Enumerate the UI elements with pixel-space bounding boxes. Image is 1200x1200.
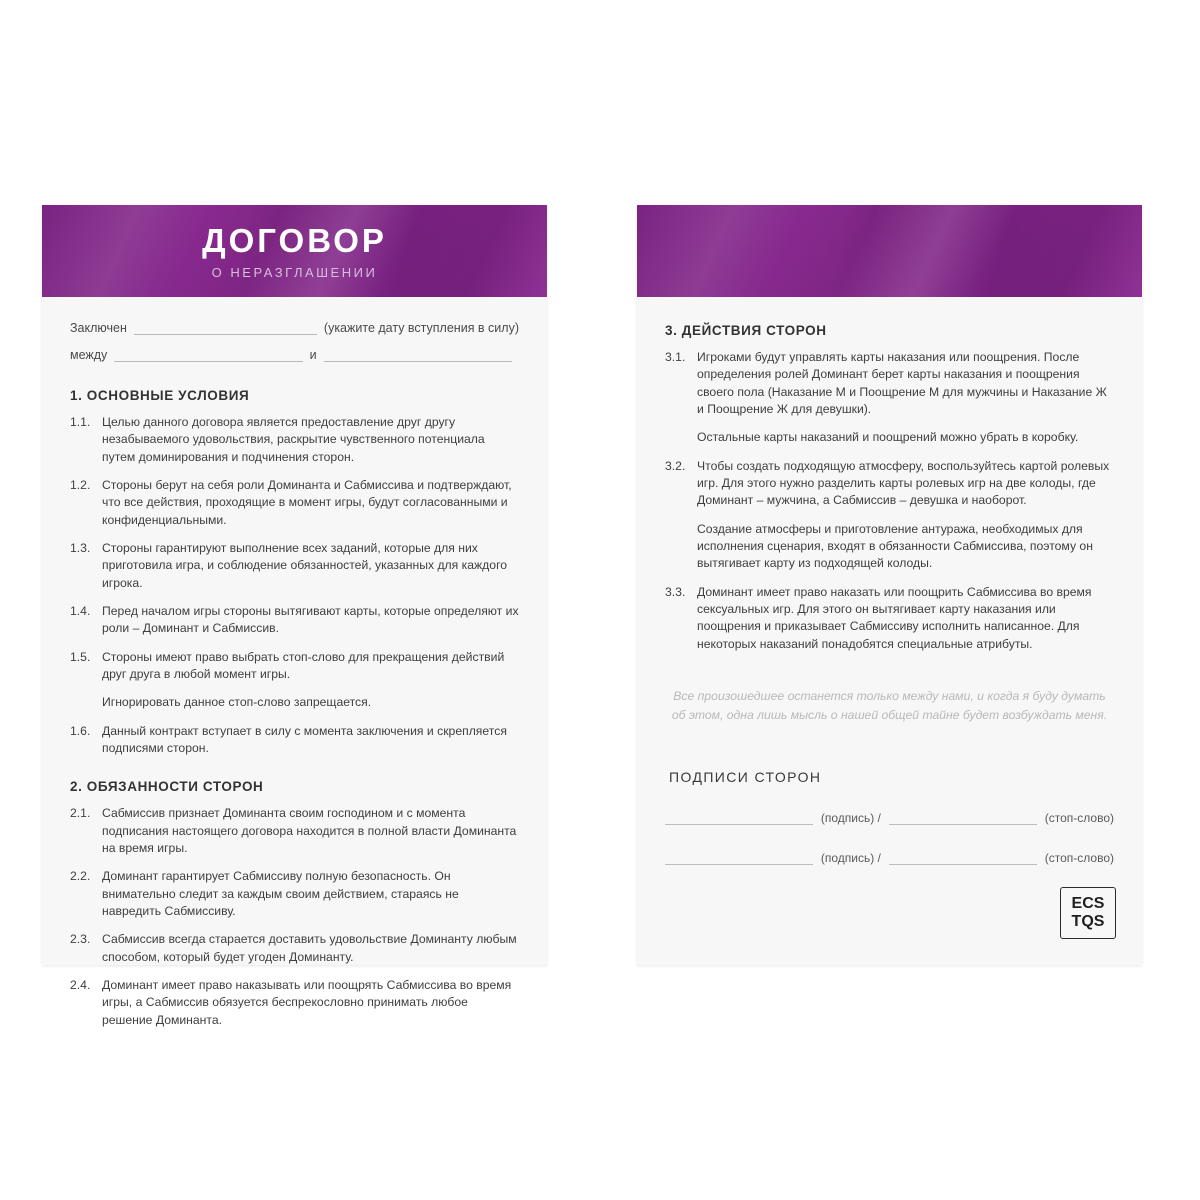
clause-text: Остальные карты наказаний и поощрений можно убрать в коробку. bbox=[697, 430, 1079, 445]
clause-1-6 bbox=[70, 723, 519, 758]
right-page-body bbox=[637, 297, 1142, 901]
clause-text: Данный контракт вступает в силу с момента заключения и скрепляется подписями сторон. bbox=[102, 723, 507, 755]
clause-text: Стороны берут на себя роли Доминанта и Сабмиссива и подтверждают, что все действия, проходящие в момент игры, будут согласованными и конфиденциальными. bbox=[102, 477, 512, 527]
section-heading-1: 1. ОСНОВНЫЕ УСЛОВИЯ bbox=[70, 388, 250, 403]
clause-number: 1.3. bbox=[70, 540, 91, 555]
clause-3-1-note bbox=[697, 429, 1114, 446]
stopword-caption-2: (стоп-слово) bbox=[1044, 850, 1114, 865]
signature-caption-1: (подпись) / bbox=[820, 810, 881, 825]
intro-parties-conjunction: и bbox=[309, 348, 317, 362]
intro-parties-label: между bbox=[70, 348, 108, 362]
closing-quote: Все произошедшее останется только между нами, и когда я буду думать об этом, одна лишь мысль о нашей общей тайне будет возбуждать меня. bbox=[671, 688, 1108, 722]
page-banner-right bbox=[637, 205, 1142, 297]
intro-date-note: (укажите дату вступления в силу) bbox=[323, 321, 519, 335]
clause-number: 1.6. bbox=[70, 723, 91, 738]
intro-date-row bbox=[70, 321, 519, 335]
clause-2-1 bbox=[70, 805, 519, 857]
banner-subtitle: О НЕРАЗГЛАШЕНИИ bbox=[211, 265, 378, 280]
intro-date-input[interactable] bbox=[134, 323, 317, 335]
stopword-input-2[interactable] bbox=[889, 854, 1037, 865]
clause-text: Игроками будут управлять карты наказания или поощрения. После определения ролей Доминант берет карты наказания и поощрения своего пола (Наказание М и Поощрение М для мужчины и Наказание Ж и Поощрение Ж для девушки). bbox=[697, 350, 1107, 416]
signature-input-1[interactable] bbox=[665, 814, 813, 825]
clause-1-5-note bbox=[102, 694, 519, 711]
brand-logo-line-1: ЕCS bbox=[1071, 895, 1105, 912]
clause-text: Сабмиссив всегда старается доставить удовольствие Доминанту любым способом, который будет угоден Доминанту. bbox=[102, 932, 517, 964]
page-banner-left bbox=[42, 205, 547, 297]
intro-date-label: Заключен bbox=[70, 321, 127, 335]
clause-text: Доминант гарантирует Сабмиссиву полную безопасность. Он внимательно следит за каждым своим действием, стараясь не навредить Сабмиссиву. bbox=[102, 869, 459, 918]
clause-number: 1.5. bbox=[70, 649, 91, 664]
left-page-body bbox=[42, 297, 547, 1050]
clause-text: Целью данного договора является предоставление друг другу незабываемого удовольствия, раскрытие чувственного потенциала путем доминирования и подчинения сторон. bbox=[102, 415, 485, 464]
clause-3-2-note bbox=[697, 521, 1114, 573]
signature-row-2 bbox=[665, 851, 1114, 865]
clause-text: Сабмиссив признает Доминанта своим господином и с момента подписания настоящего договора находится в полной власти Доминанта на время игры. bbox=[102, 806, 517, 855]
clause-3-3 bbox=[665, 584, 1114, 653]
clause-2-4 bbox=[70, 977, 519, 1029]
clause-text: Стороны гарантируют выполнение всех заданий, которые для них приготовила игра, и соблюдение обязанностей, указанных для каждого игрока. bbox=[102, 540, 508, 590]
clause-text: Перед началом игры стороны вытягивают карты, которые определяют их роли – Доминант и Сабмиссив. bbox=[102, 603, 519, 636]
signature-input-2[interactable] bbox=[665, 854, 813, 865]
clause-number: 3.1. bbox=[665, 350, 686, 364]
clause-number: 2.2. bbox=[70, 869, 91, 884]
clause-1-3 bbox=[70, 540, 519, 592]
clause-3-1 bbox=[665, 349, 1114, 418]
stopword-input-1[interactable] bbox=[889, 814, 1037, 825]
intro-party-a-input[interactable] bbox=[114, 350, 302, 362]
clause-number: 1.4. bbox=[70, 603, 91, 618]
clause-2-3 bbox=[70, 931, 519, 966]
stopword-caption-1: (стоп-слово) bbox=[1044, 810, 1114, 825]
clause-number: 3.2. bbox=[665, 458, 686, 473]
clause-text: Игнорировать данное стоп-слово запрещается. bbox=[102, 695, 372, 710]
signature-caption-2: (подпись) / bbox=[820, 850, 881, 865]
clause-text: Чтобы создать подходящую атмосферу, воспользуйтесь картой ролевых игр. Для этого нужно разделить карты ролевых игр на две колоды, где Доминант – мужчина, а Сабмиссив – девушка и наоборот. bbox=[697, 458, 1110, 508]
clause-number: 2.4. bbox=[70, 977, 91, 992]
brand-logo bbox=[1060, 887, 1116, 939]
clause-3-2 bbox=[665, 458, 1114, 510]
intro-parties-row bbox=[70, 348, 519, 362]
clause-number: 2.3. bbox=[70, 932, 91, 947]
clause-text: Доминант имеет право наказать или поощрить Сабмиссива во время сексуальных игр. Для этого он вытягивает карту наказания или поощрения и приказывает Сабмиссиву исполнить написанное. Для некоторых наказаний понадобятся специальные атрибуты. bbox=[697, 584, 1092, 651]
clause-text: Стороны имеют право выбрать стоп-слово для прекращения действий друг друга в любой момент игры. bbox=[102, 649, 505, 681]
clause-text: Создание атмосферы и приготовление антуража, необходимых для исполнения сценария, входят в обязанности Сабмиссива, поэтому он вытягивает карту из подходящей колоды. bbox=[697, 521, 1093, 571]
brand-logo-line-2: ТQS bbox=[1071, 913, 1105, 930]
clause-number: 2.1. bbox=[70, 806, 91, 821]
section-heading-3: 3. ДЕЙСТВИЯ СТОРОН bbox=[665, 323, 827, 338]
clause-number: 1.1. bbox=[70, 415, 91, 429]
signatures-heading: ПОДПИСИ СТОРОН bbox=[669, 768, 822, 785]
contract-page-right bbox=[637, 205, 1142, 965]
clause-1-1 bbox=[70, 414, 519, 466]
clause-number: 1.2. bbox=[70, 477, 91, 492]
clause-2-2 bbox=[70, 868, 519, 920]
clause-1-5 bbox=[70, 649, 519, 684]
clause-number: 3.3. bbox=[665, 584, 686, 599]
signature-row-1 bbox=[665, 811, 1114, 825]
clause-1-2 bbox=[70, 477, 519, 529]
clause-text: Доминант имеет право наказывать или поощрять Сабмиссива во время игры, а Сабмиссив обязуется беспрекословно принимать любое решение Доминанта. bbox=[102, 977, 512, 1027]
intro-party-b-input[interactable] bbox=[324, 350, 512, 362]
clause-1-4 bbox=[70, 603, 519, 638]
banner-title: ДОГОВОР bbox=[202, 222, 387, 259]
section-heading-2: 2. ОБЯЗАННОСТИ СТОРОН bbox=[70, 779, 264, 795]
contract-page-left bbox=[42, 205, 547, 1027]
